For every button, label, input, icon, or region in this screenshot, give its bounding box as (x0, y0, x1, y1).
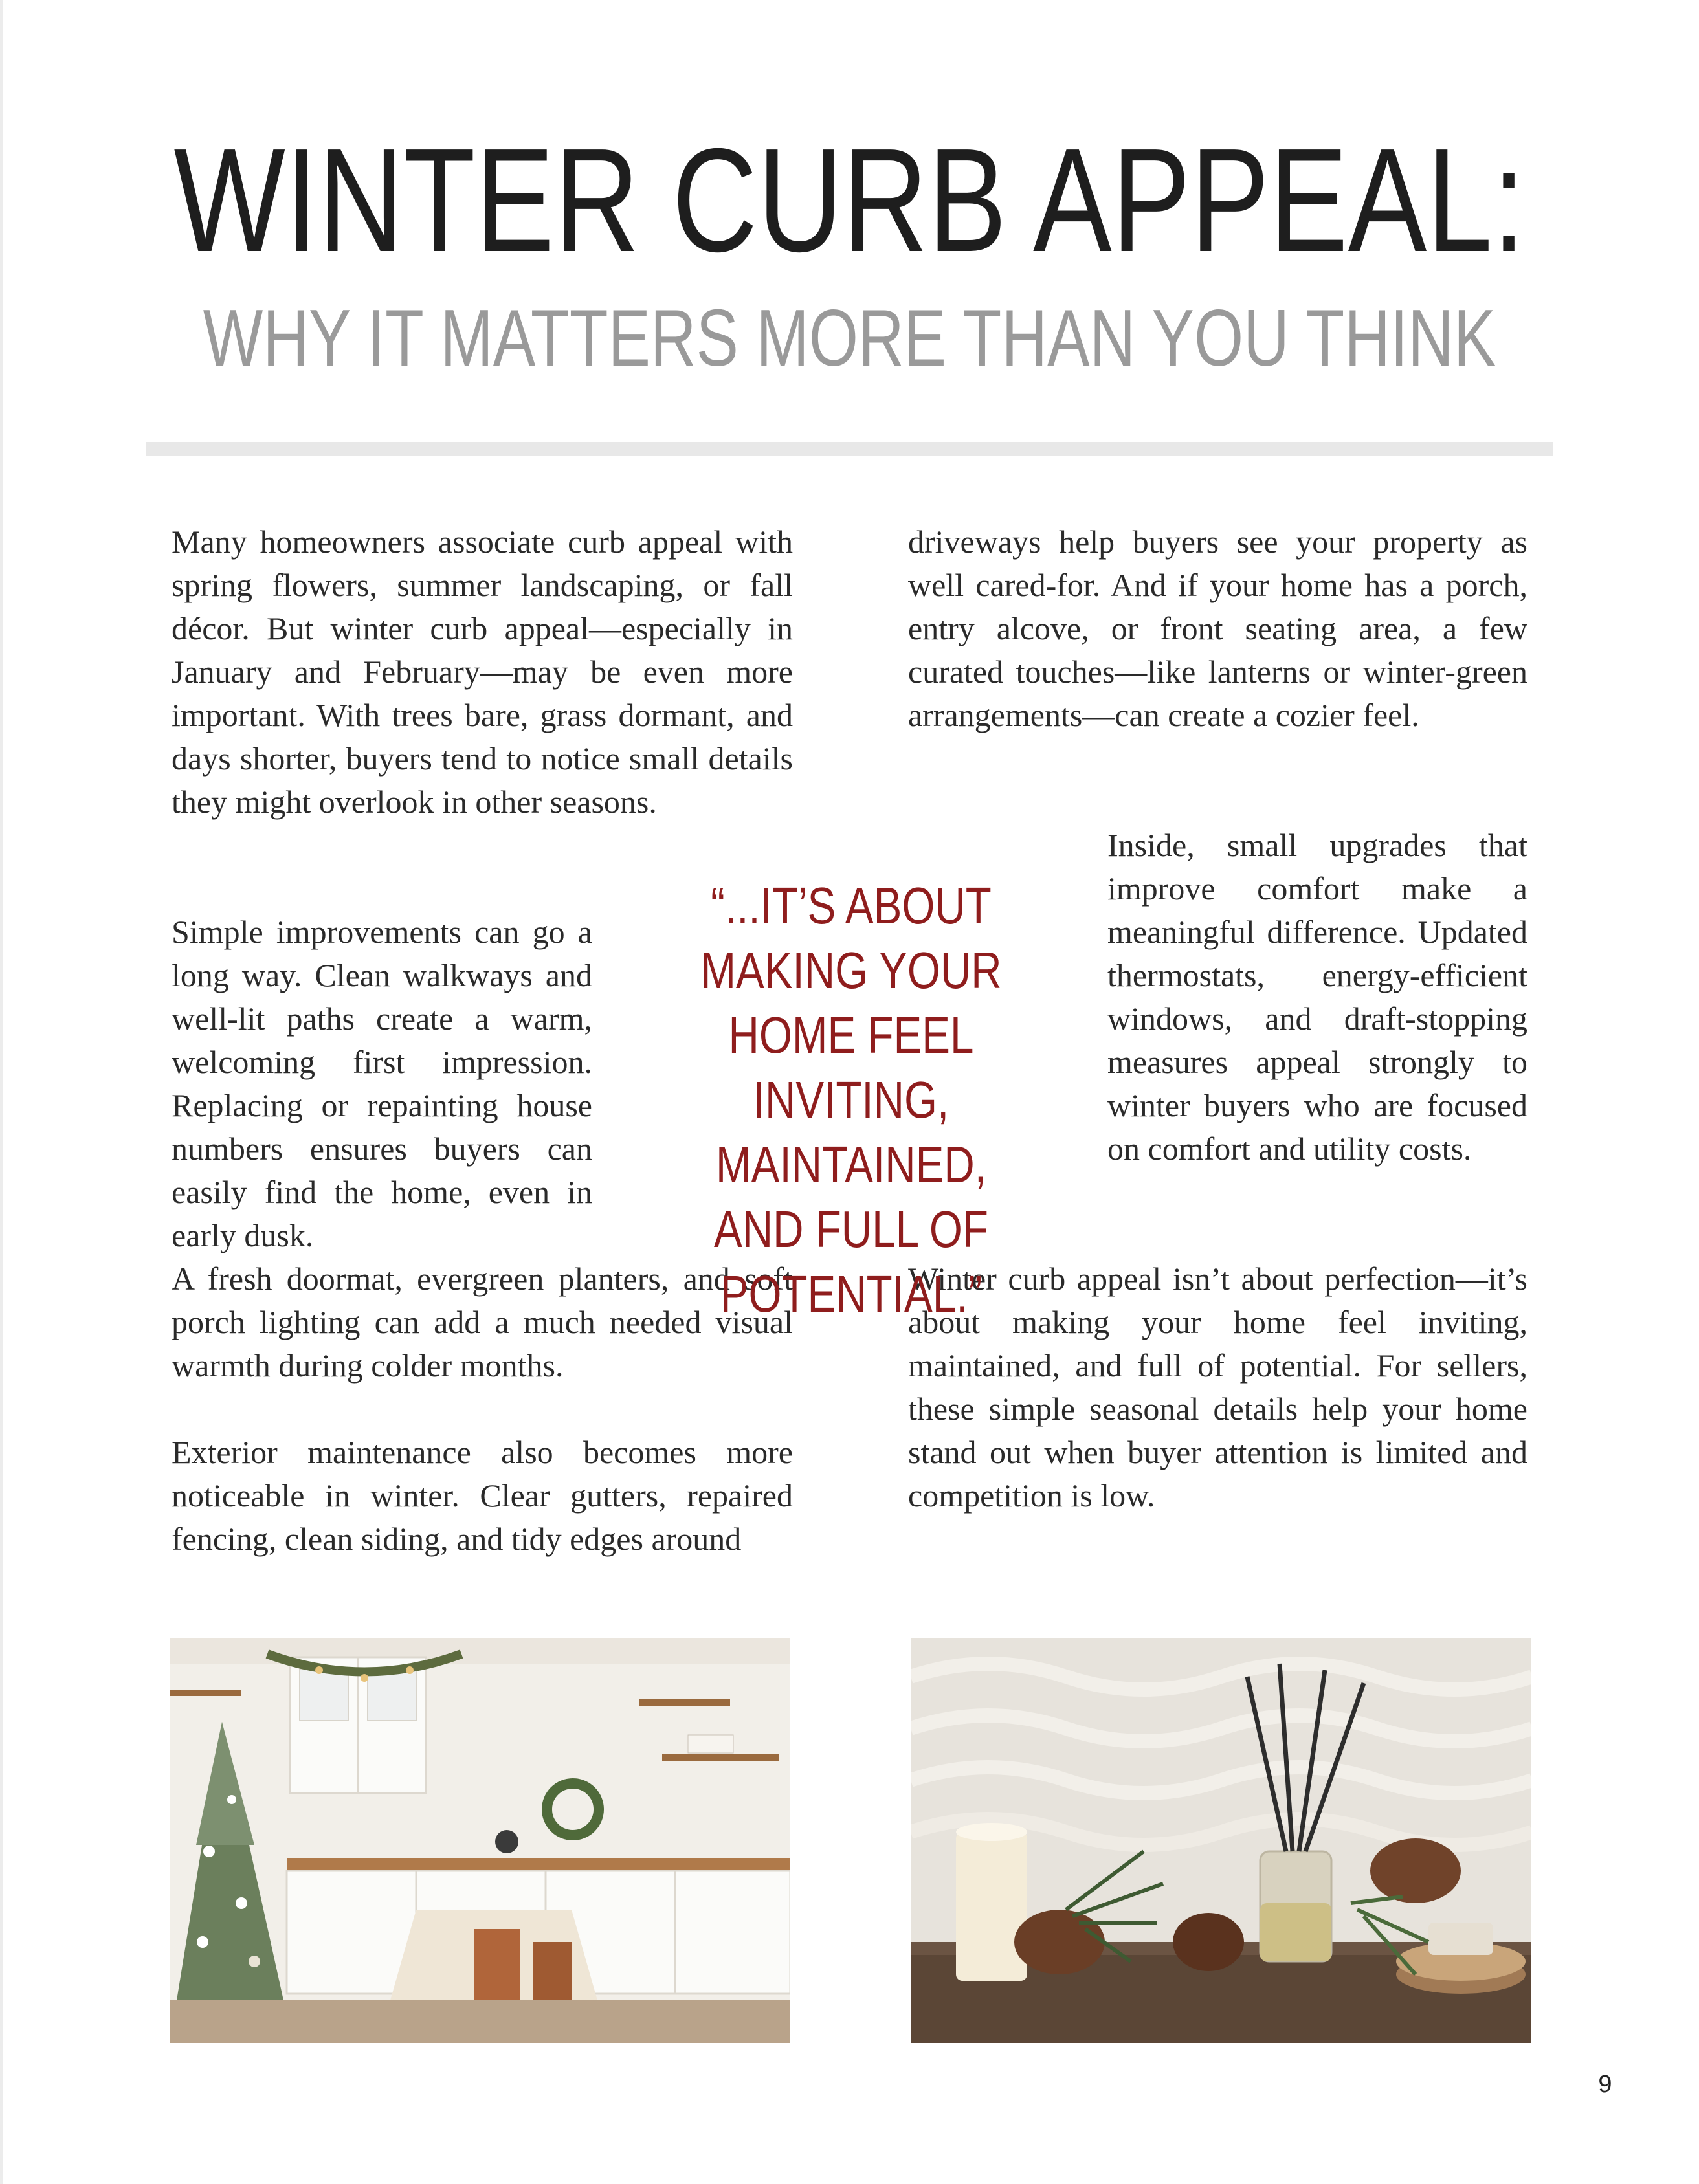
paragraph-inside-upgrades: Inside, small upgrades that improve comfort make a meaningful difference. Updated thermostats, energy-efficient windows, and draft-stopping measures appeal strongly to winter buyers who are focused on comfort and utility costs. (1107, 827, 1527, 1167)
pull-quote: “...IT’S ABOUT MAKING YOUR HOME FEEL INVITING, MAINTAINED, AND FULL OF POTENTIAL.” (700, 877, 1002, 1323)
paragraph-doormat: A fresh doormat, evergreen planters, and soft porch lighting can add a much needed visual warmth during colder months. (172, 1261, 793, 1384)
paragraph-intro: Many homeowners associate curb appeal with spring flowers, summer landscaping, or fall décor. But winter curb appeal—especially in January and February—may be even more important. With trees bare, grass dormant, and days shorter, buyers tend to notice small details they might overlook in other seasons. (172, 524, 793, 820)
paragraph-simple-improvements: Simple improvements can go a long way. Clean walkways and well-lit paths create a warm, welcoming first impression. Replacing or repainting house numbers ensures buyers can easily find the home, even in early dusk. (172, 914, 592, 1253)
paragraph-driveways: driveways help buyers see your property as well cared-for. And if your home has a porch, entry alcove, or front seating area, a few curated touches—like lanterns or winter-green arrangements—can create a cozier feel. (908, 524, 1527, 733)
page-title: WINTER CURB APPEAL: (173, 118, 1526, 283)
kitchen-photo (170, 1638, 790, 2043)
page-number: 9 (1598, 2071, 1612, 2098)
diffuser-photo (911, 1638, 1531, 2043)
page-edge (0, 0, 3, 2184)
paragraph-conclusion: Winter curb appeal isn’t about perfection—it’s about making your home feel inviting, maintained, and full of potential. For sellers, these simple seasonal details help your home stand out when buyer attention is limited and competition is low. (908, 1261, 1527, 1514)
page-subtitle: WHY IT MATTERS MORE THAN YOU THINK (203, 294, 1496, 383)
kitchen-image (170, 1638, 790, 2043)
diffuser-image (911, 1638, 1531, 2043)
header-divider (146, 442, 1553, 456)
paragraph-exterior-maintenance: Exterior maintenance also becomes more noticeable in winter. Clear gutters, repaired fencing, clean siding, and tidy edges around (172, 1434, 793, 1557)
